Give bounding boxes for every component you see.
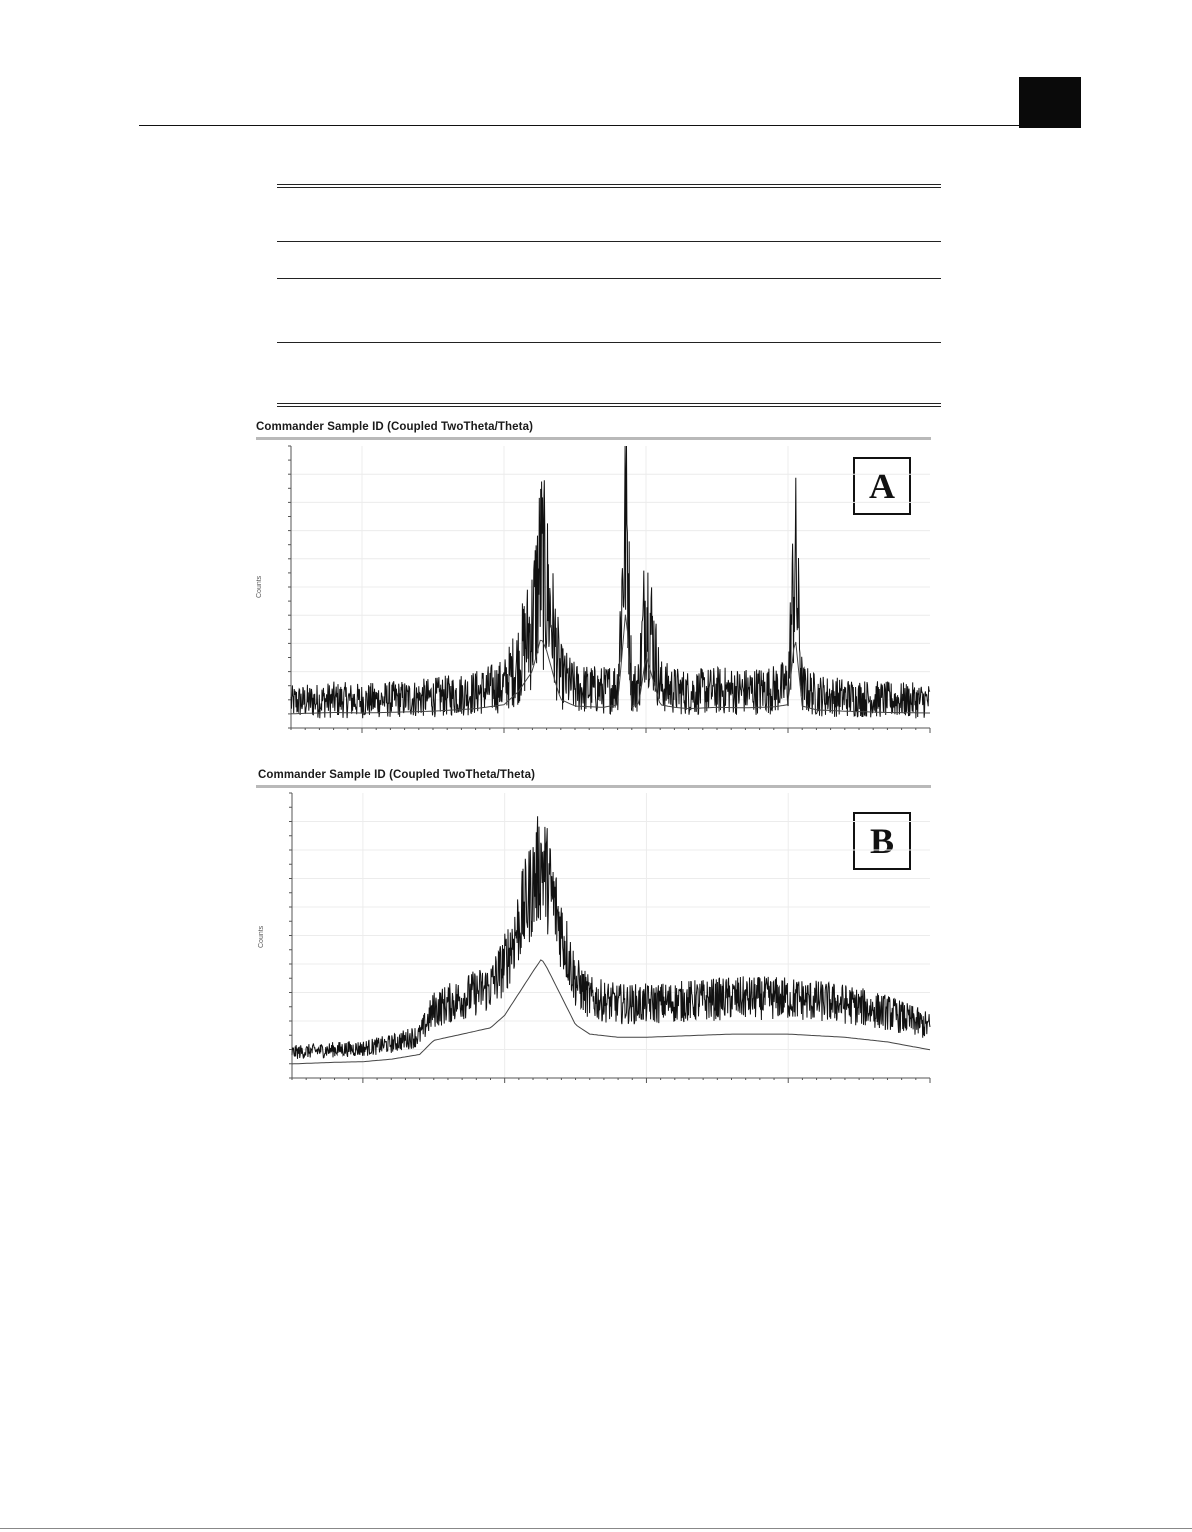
chart-a-y-label: Counts [256,575,263,598]
chart-a-title: Commander Sample ID (Coupled TwoTheta/Theta) [256,421,534,433]
chart-a-series-line [291,446,930,718]
chart-b-series-line [292,816,930,1059]
footer-rule [0,1528,1192,1529]
chart-b-y-label: Counts [258,925,265,948]
chart-b-title: Commander Sample ID (Coupled TwoTheta/Theta) [258,769,536,781]
panel-a-label: A [853,457,911,515]
panel-b-label: B [853,812,911,870]
